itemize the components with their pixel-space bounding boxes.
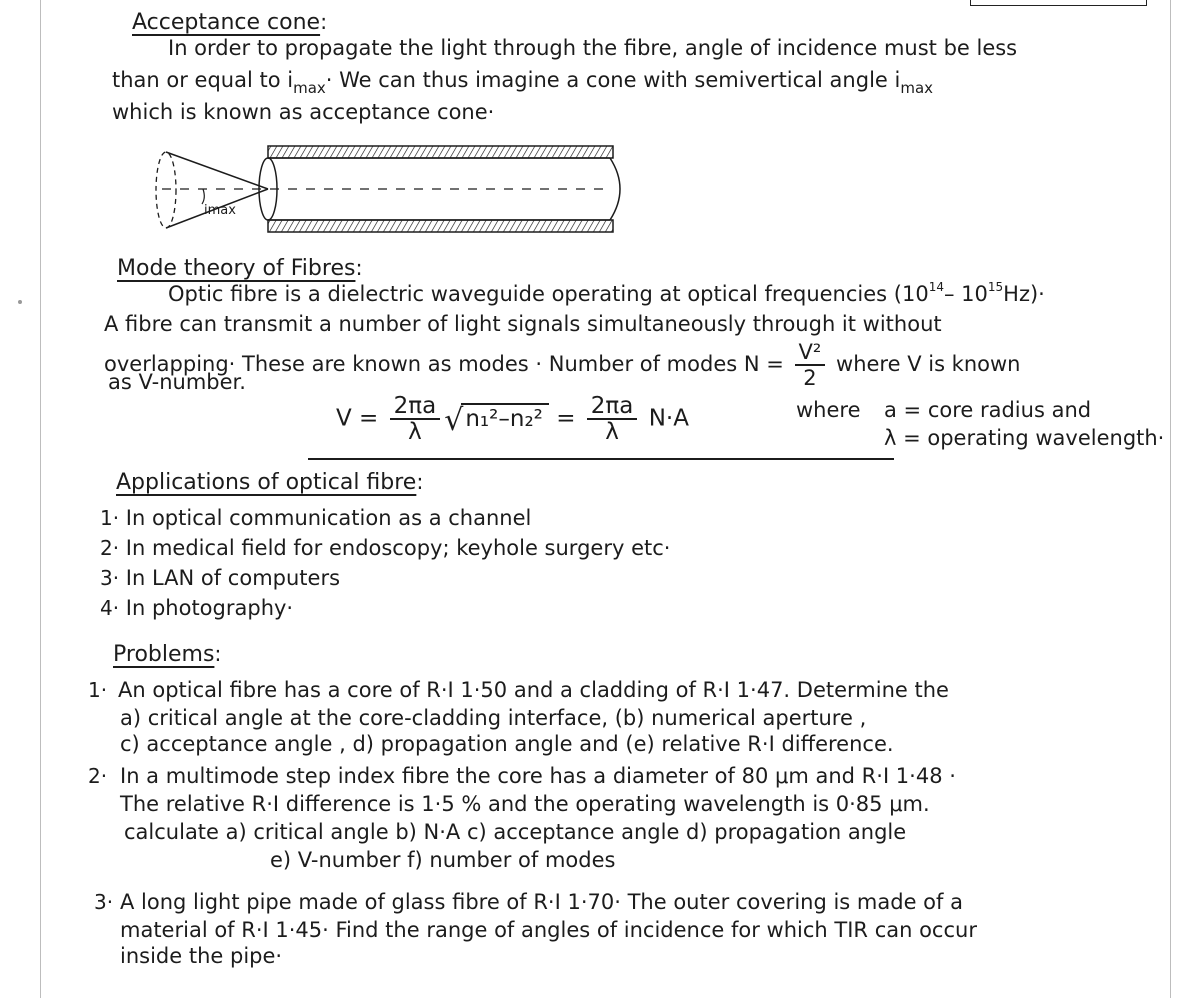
formula-fraction-2 [587, 394, 638, 444]
imax-subscript: max [900, 79, 934, 97]
page-margin-left [40, 0, 41, 998]
heading-colon: : [214, 642, 222, 666]
problems-heading: Problems [113, 642, 215, 667]
line-segment: overlapping· These are known as modes · Number of modes N = [104, 352, 784, 376]
application-item [100, 564, 340, 592]
fraction-numerator: 2πa [587, 394, 638, 420]
cone-base [156, 152, 176, 228]
section-divider [308, 458, 894, 460]
line-segment: Hz)· [1003, 282, 1045, 306]
fibre-end [610, 158, 620, 220]
na-term: N·A [648, 405, 689, 432]
application-item [100, 504, 531, 532]
problem-number: 3· [94, 890, 114, 914]
item-text: In optical communication as a channel [125, 506, 532, 530]
angle-arc [202, 189, 204, 204]
problems-heading-row [113, 640, 221, 669]
problem-3-line-2: material of R·I 1·45· Find the range of angles of incidence for which TIR can occur [120, 918, 977, 942]
item-number: 4· [100, 596, 120, 620]
line-segment: than or equal to i [112, 68, 294, 92]
fraction-numerator: V² [795, 340, 826, 366]
v-formula [336, 394, 689, 444]
application-item [100, 594, 293, 622]
applications-heading-row [116, 468, 423, 497]
problem-2-line-1: In a multimode step index fibre the core has a diameter of 80 μm and R·I 1·48 · [120, 764, 956, 788]
acceptance-line-2 [112, 66, 933, 96]
acceptance-line-3: which is known as acceptance cone· [112, 100, 495, 124]
radicand: n₁²–n₂² [461, 403, 549, 433]
cone-edge-top [166, 152, 268, 189]
equals-sign: = [556, 405, 576, 432]
mode-line-2: A fibre can transmit a number of light signals simultaneously through it without [104, 312, 942, 336]
heading-colon: : [320, 10, 328, 34]
cladding-top [268, 146, 613, 158]
mode-line-1 [168, 280, 1045, 311]
problem-2-line-2: The relative R·I difference is 1·5 % and the operating wavelength is 0·85 μm. [120, 792, 930, 816]
fraction-denominator: λ [605, 419, 619, 445]
heading-colon: : [416, 470, 424, 494]
cladding-bottom [268, 220, 613, 232]
fraction-denominator: λ [408, 419, 422, 445]
acceptance-line-1: In order to propagate the light through the fibre, angle of incidence must be less [168, 36, 1018, 60]
application-item [100, 534, 670, 562]
top-box [970, 0, 1147, 6]
fraction-numerator: 2πa [390, 394, 441, 420]
acceptance-heading-row [132, 8, 327, 37]
problem-2-line-4: e) V-number f) number of modes [270, 848, 616, 872]
mode-heading: Mode theory of Fibres [117, 256, 356, 281]
mode-heading-row [117, 254, 363, 283]
problem-1-line-1: An optical fibre has a core of R·I 1·50 and a cladding of R·I 1·47. Determine the [118, 678, 949, 702]
item-number: 1· [100, 506, 120, 530]
item-number: 3· [100, 566, 120, 590]
heading-colon: : [355, 256, 363, 280]
formula-def-1: a = core radius and [884, 398, 1092, 422]
applications-heading: Applications of optical fibre [116, 470, 417, 495]
item-text: In medical field for endoscopy; keyhole surgery etc· [125, 536, 671, 560]
mode-line-4: as V-number. [108, 370, 246, 394]
item-text: In photography· [125, 596, 294, 620]
line-segment: where V is known [836, 352, 1021, 376]
line-segment: – 10 [943, 282, 988, 306]
problem-3-line-3: inside the pipe· [120, 944, 283, 968]
page-margin-right [1170, 0, 1171, 998]
formula-def-2: λ = operating wavelength· [884, 426, 1165, 450]
formula-fraction-1 [390, 394, 441, 444]
acceptance-heading: Acceptance cone [132, 10, 321, 35]
margin-dot [18, 300, 22, 304]
acceptance-cone-diagram [148, 140, 633, 238]
exponent-15: 15 [987, 280, 1004, 294]
formula-lhs: V = [336, 405, 379, 432]
fraction-denominator: 2 [803, 366, 817, 390]
problem-2-line-3: calculate a) critical angle b) N·A c) acceptance angle d) propagation angle [124, 820, 907, 844]
modes-fraction [795, 340, 826, 390]
problem-1-line-2: a) critical angle at the core-cladding interface, (b) numerical aperture , [120, 706, 867, 730]
problem-1-line-3: c) acceptance angle , d) propagation angle and (e) relative R·I difference. [120, 732, 894, 756]
problem-number: 2· [88, 764, 108, 788]
problem-3-line-1: A long light pipe made of glass fibre of R·I 1·70· The outer covering is made of a [120, 890, 963, 914]
item-number: 2· [100, 536, 120, 560]
imax-label: imax [204, 203, 236, 218]
formula-where: where [796, 398, 861, 422]
problem-number: 1· [88, 678, 108, 702]
line-segment: Optic fibre is a dielectric waveguide operating at optical frequencies (10 [168, 282, 929, 306]
line-segment: · We can thus imagine a cone with semivertical angle i [325, 68, 901, 92]
radical-sign: √ [444, 402, 464, 438]
imax-subscript: max [293, 79, 326, 97]
exponent-14: 14 [928, 280, 944, 294]
item-text: In LAN of computers [125, 566, 341, 590]
